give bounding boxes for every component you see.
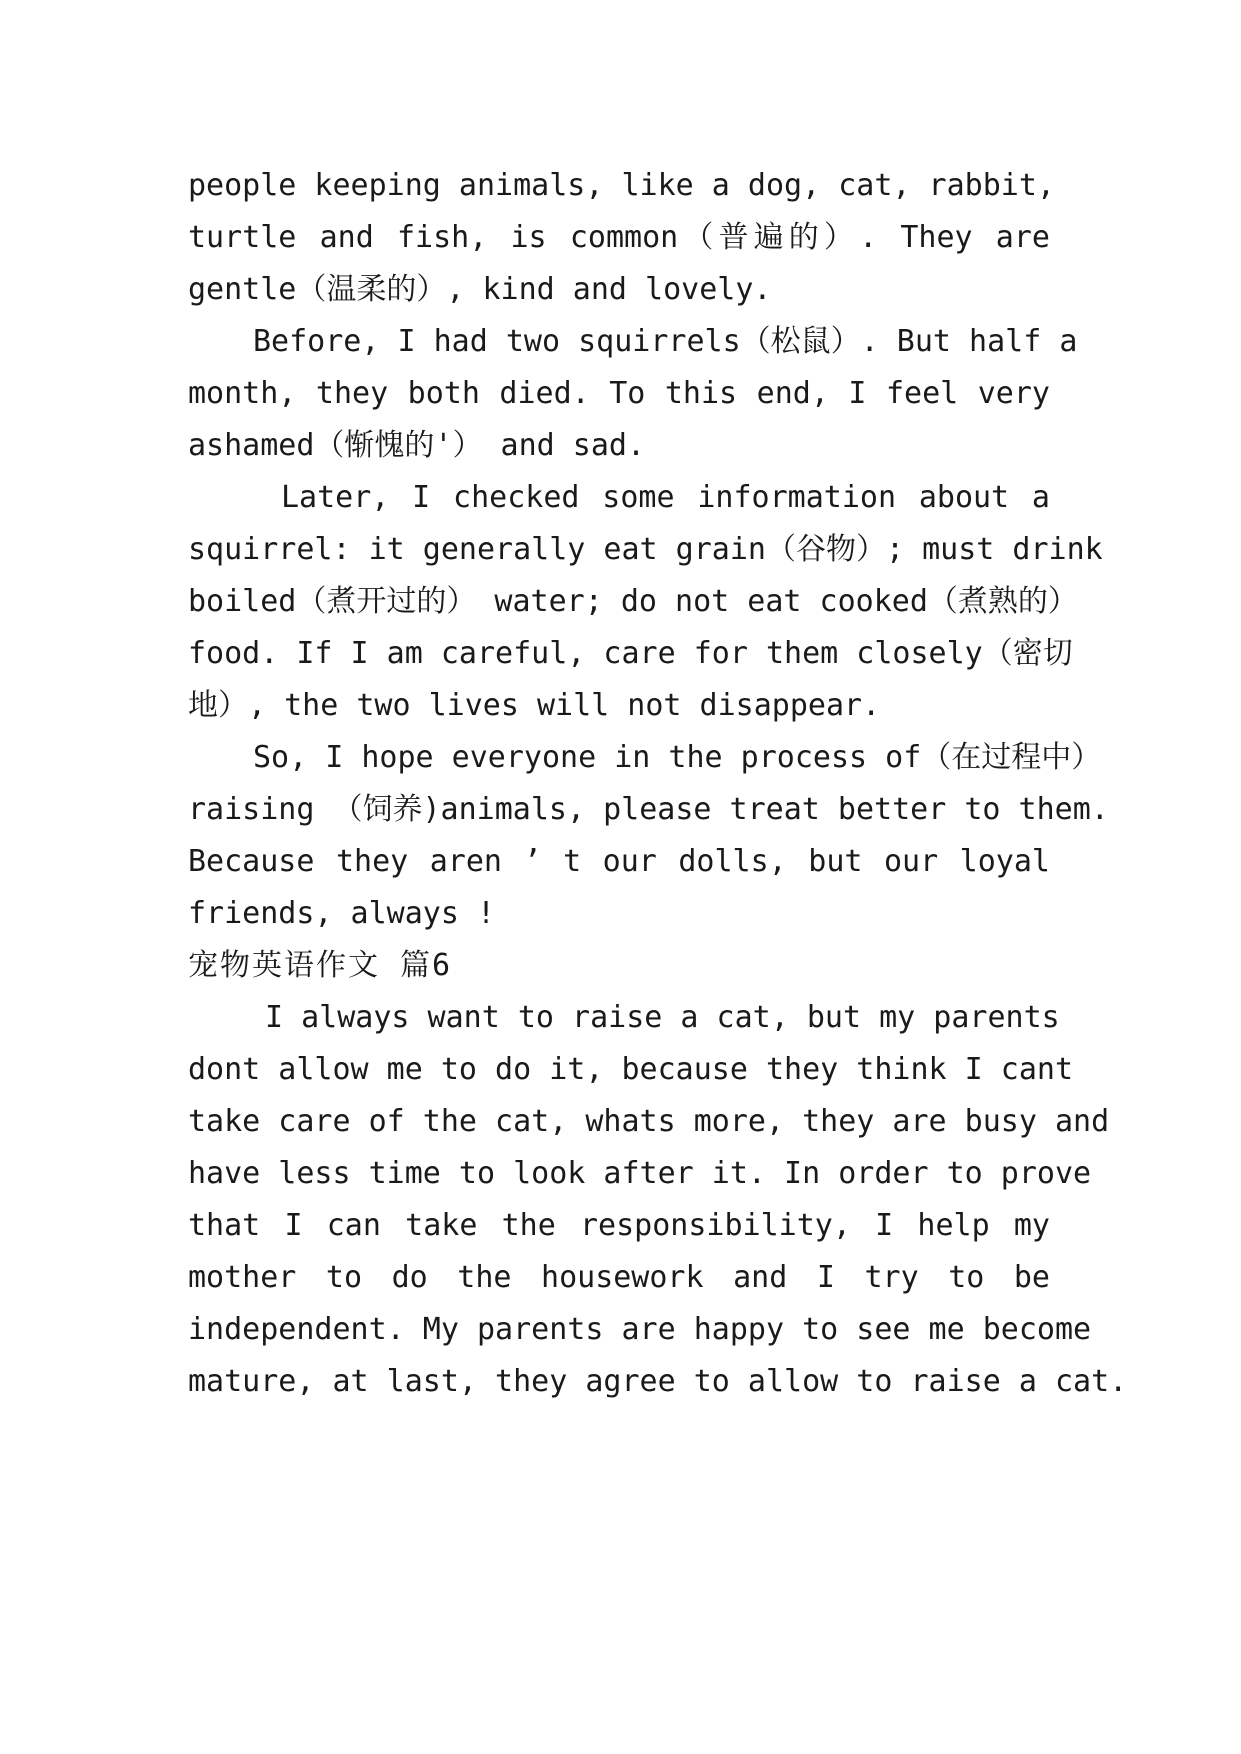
paragraph-line: Before, I had two squirrels（松鼠）. But half a — [253, 324, 1078, 359]
paragraph-line: independent. My parents are happy to see me become — [188, 1312, 1092, 1347]
paragraph-line: have less time to look after it. In order to prove — [188, 1156, 1092, 1191]
paragraph-line: dont allow me to do it, because they think I cant — [188, 1052, 1074, 1087]
paragraph-line: boiled（煮开过的） water; do not eat cooked（煮熟的） — [188, 584, 1078, 619]
paragraph-line: that I can take the responsibility, I help my — [188, 1208, 1050, 1243]
paragraph-line: I always want to raise a cat, but my parents — [265, 1000, 1060, 1035]
paragraph-line: ashamed（惭愧的'） and sad. — [188, 428, 646, 463]
section-heading: 宠物英语作文 篇6 — [188, 948, 453, 983]
paragraph-line: So, I hope everyone in the process of（在过程中） — [253, 740, 1102, 775]
paragraph-line: people keeping animals, like a dog, cat, rabbit, — [188, 168, 1055, 203]
paragraph-line: mature, at last, they agree to allow to raise a cat. — [188, 1364, 1128, 1399]
paragraph-line: month, they both died. To this end, I feel very — [188, 376, 1050, 411]
paragraph-line: raising （饲养)animals, please treat better to them. — [188, 792, 1109, 827]
paragraph-line: gentle（温柔的）, kind and lovely. — [188, 272, 772, 307]
paragraph-line: Later, I checked some information about a — [281, 480, 1050, 515]
paragraph-line: 地）, the two lives will not disappear. — [188, 688, 881, 723]
paragraph-line: food. If I am careful, care for them closely（密切 — [188, 636, 1073, 671]
paragraph-line: friends, always ! — [188, 896, 496, 931]
paragraph-line: squirrel: it generally eat grain（谷物）; must drink — [188, 532, 1103, 567]
paragraph-line: mother to do the housework and I try to be — [188, 1260, 1050, 1295]
paragraph-line: turtle and fish, is common（普遍的）. They are — [188, 220, 1050, 255]
paragraph-line: Because they aren ’ t our dolls, but our loyal — [188, 844, 1050, 879]
paragraph-line: take care of the cat, whats more, they are busy and — [188, 1104, 1110, 1139]
